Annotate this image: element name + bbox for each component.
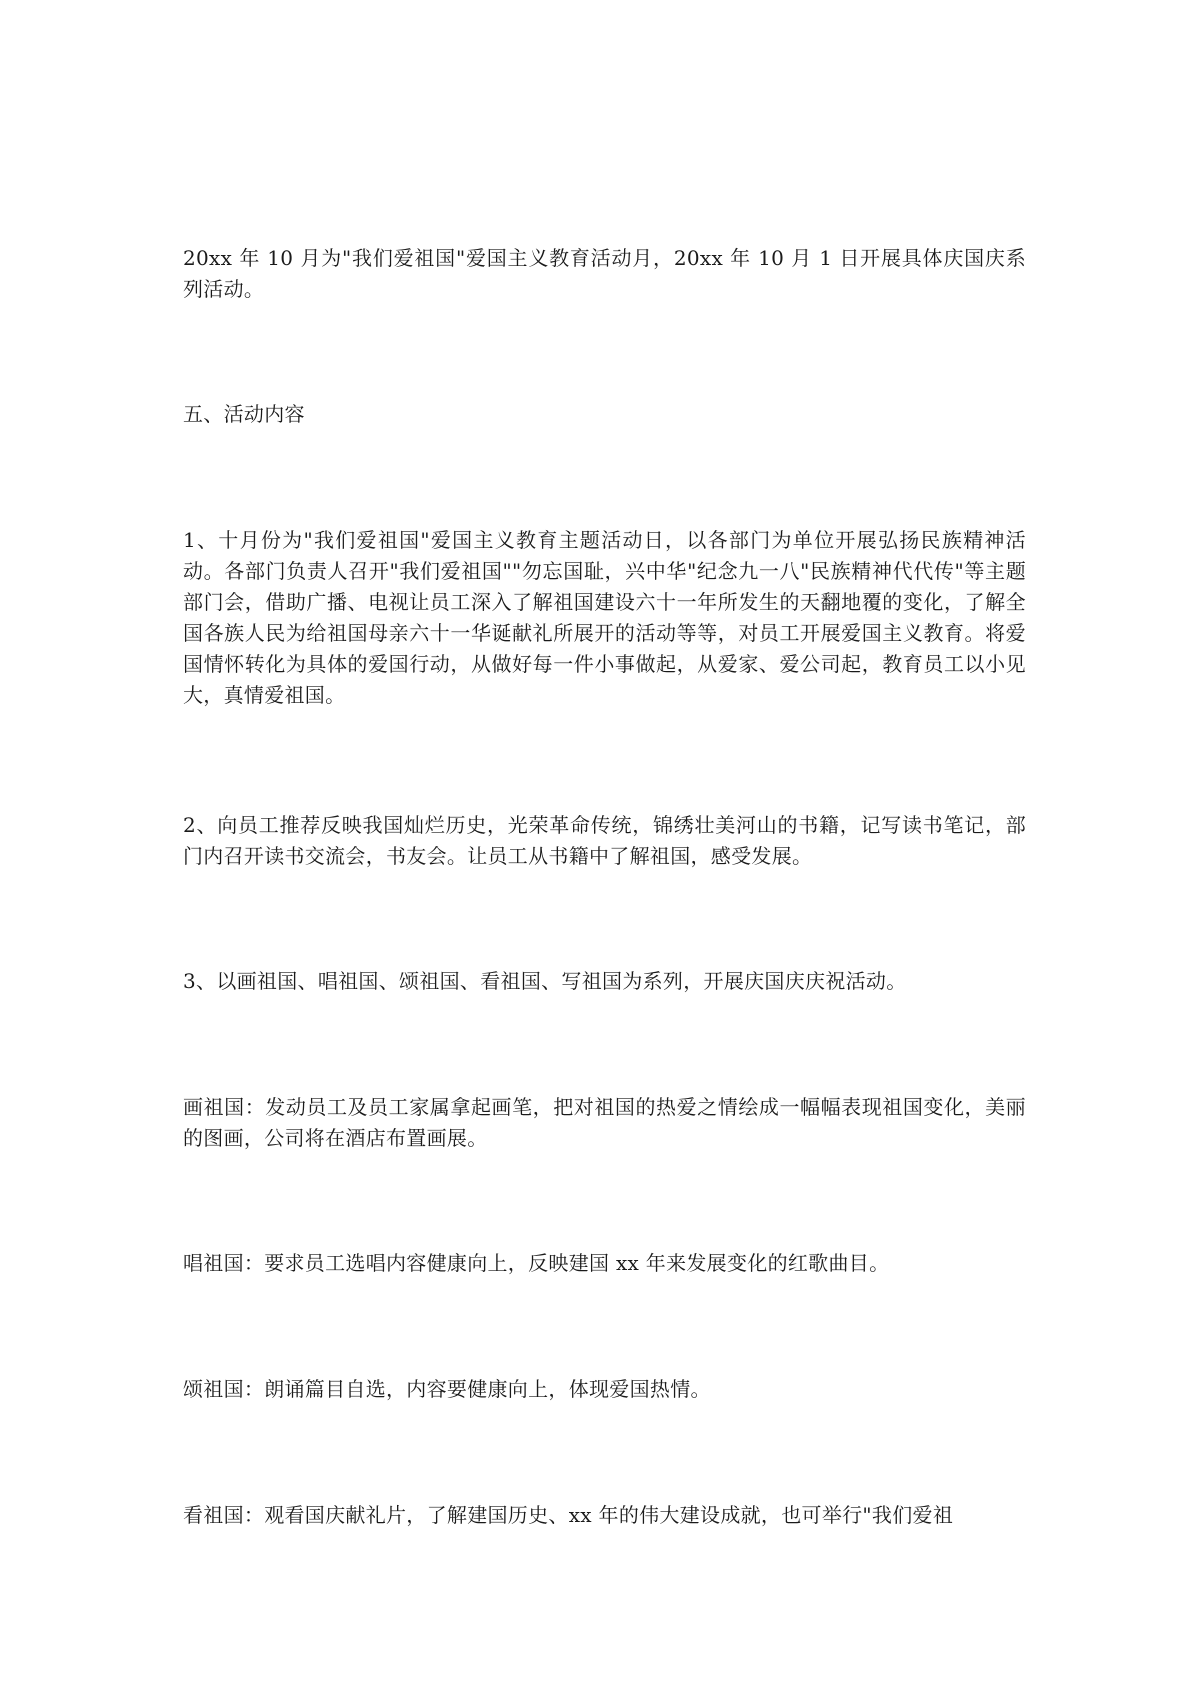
paragraph-watch-motherland: 看祖国：观看国庆献礼片，了解建国历史、xx 年的伟大建设成就，也可举行"我们爱祖 (183, 1503, 954, 1527)
paragraph-item-2: 2、向员工推荐反映我国灿烂历史，光荣革命传统，锦绣壮美河山的书籍，记写读书笔记，部门内召开读书交流会，书友会。让员工从书籍中了解祖国，感受发展。 (183, 813, 1026, 868)
section-heading-activity-content: 五、活动内容 (183, 402, 305, 426)
paragraph-sing-motherland: 唱祖国：要求员工选唱内容健康向上，反映建国 xx 年来发展变化的红歌曲目。 (183, 1251, 890, 1275)
paragraph-item-3: 3、以画祖国、唱祖国、颂祖国、看祖国、写祖国为系列，开展庆国庆庆祝活动。 (183, 969, 907, 993)
paragraph-praise-motherland: 颂祖国：朗诵篇目自选，内容要健康向上，体现爱国热情。 (183, 1377, 711, 1401)
paragraph-item-1: 1、十月份为"我们爱祖国"爱国主义教育主题活动日，以各部门为单位开展弘扬民族精神活动。各部门负责人召开"我们爱祖国""勿忘国耻，兴中华"纪念九一八"民族精神代代传"等主题部门会，借助广播、电视让员工深入了解祖国建设六十一年所发生的天翻地覆的变化，了解全国各族人民为给祖国母亲六十一华诞献礼所展开的活动等等，对员工开展爱国主义教育。将爱国情怀转化为具体的爱国行动，从做好每一件小事做起，从爱家、爱公司起，教育员工以小见大，真情爱祖国。 (183, 528, 1026, 707)
paragraph-draw-motherland: 画祖国：发动员工及员工家属拿起画笔，把对祖国的热爱之情绘成一幅幅表现祖国变化，美丽的图画，公司将在酒店布置画展。 (183, 1095, 1026, 1150)
paragraph-activity-month: 20xx 年 10 月为"我们爱祖国"爱国主义教育活动月，20xx 年 10 月 1 日开展具体庆国庆系列活动。 (183, 246, 1026, 301)
